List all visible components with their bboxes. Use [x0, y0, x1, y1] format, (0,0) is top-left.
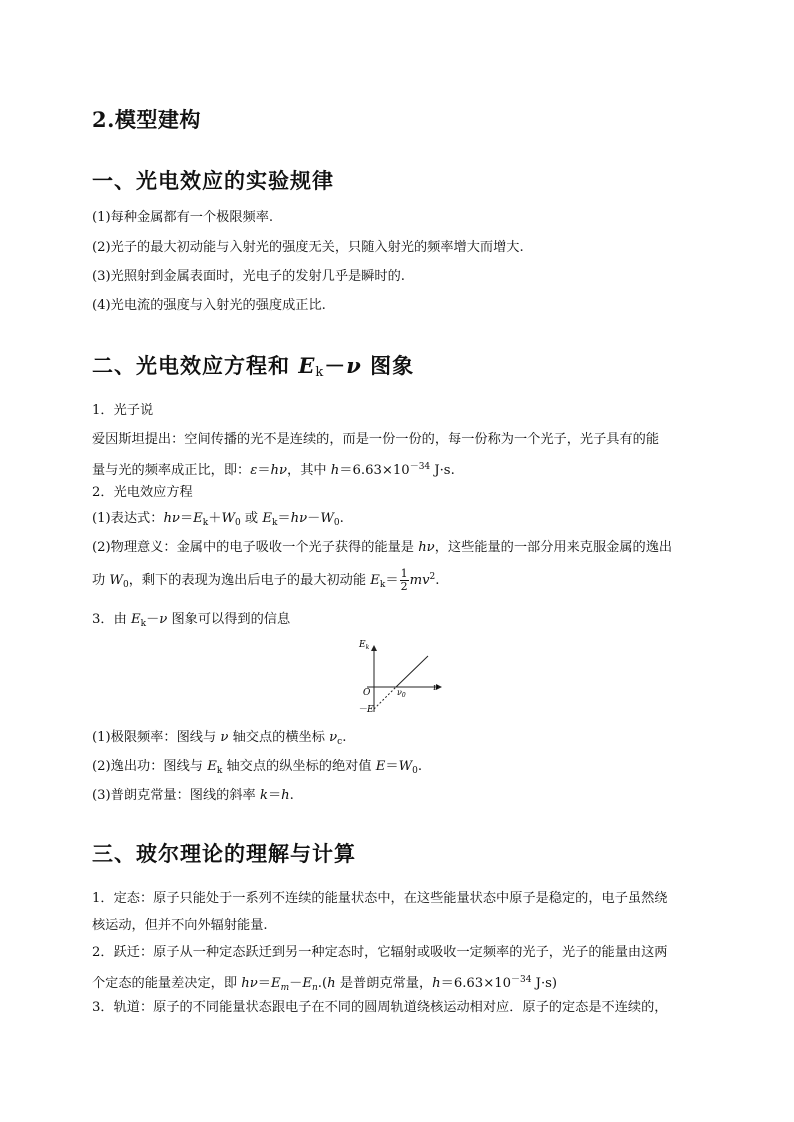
graph-neg-e-label: －E	[358, 705, 374, 715]
photon-theory-line2: 量与光的频率成正比，即：ε＝hν，其中 $h=6.63\times 10^{-34}$ J·s.	[92, 462, 455, 478]
section2-heading: 二、光电效应方程和 $E_k-\nu$ 图象	[92, 353, 415, 380]
graph-line-dashed	[374, 687, 396, 709]
stationary-state-line1: 1．定态：原子只能处于一系列不连续的能量状态中，在这些能量状态中原子是稳定的，电子虽然绕	[92, 891, 668, 906]
section1-item-2: (2)光子的最大初动能与入射光的强度无关，只随入射光的频率增大而增大.	[92, 240, 524, 255]
page-title: 2.模型建构	[92, 107, 201, 132]
orbit-line1: 3．轨道：原子的不同能量状态跟电子在不同的圆周轨道绕核运动相对应．原子的定态是不连续的，	[92, 1000, 668, 1015]
equation-meaning-line1: (2)物理意义：金属中的电子吸收一个光子获得的能量是 hν，这些能量的一部分用来克服金属的逸出	[92, 540, 673, 555]
transition-line2: 个定态的能量差决定，即 $h\nu=E_m-E_n.(h$ 是普朗克常量，$h=6.63\times 10^{-34}$ J·s)	[92, 975, 558, 993]
fraction-one-half: $\frac{1}{2}$	[400, 567, 408, 593]
graph-line-solid	[396, 656, 428, 687]
photon-theory-line1: 爱因斯坦提出：空间传播的光不是连续的，而是一份一份的，每一份称为一个光子，光子具有的能	[92, 432, 660, 447]
equation-expression: (1)表达式：$h\nu=E_k+W_0$ 或 $E_k=h\nu-W_0$.	[92, 511, 344, 528]
graph-x-label: ν	[433, 683, 439, 693]
graph-info-label: 3．由 $E_k-\nu$ 图象可以得到的信息	[92, 612, 291, 629]
section1-item-1: (1)每种金属都有一个极限频率.	[92, 210, 274, 225]
stationary-state-line2: 核运动，但并不向外辐射能量.	[92, 918, 268, 933]
graph-y-label: $E_k$	[359, 640, 370, 651]
result-planck-constant: (3)普朗克常量：图线的斜率 k＝h.	[92, 788, 294, 803]
graph-origin-label: O	[363, 688, 371, 698]
ek-nu-graph	[355, 632, 445, 718]
result-work-function: (2)逸出功：图线与 $E_k$ 轴交点的纵坐标的绝对值 $E=W_0$.	[92, 759, 423, 776]
graph-nu0-label: $\nu_0$	[397, 688, 406, 699]
section3-heading: 三、玻尔理论的理解与计算	[92, 841, 356, 866]
photon-theory-label: 1．光子说	[92, 403, 154, 418]
transition-line1: 2．跃迁：原子从一种定态跃迁到另一种定态时，它辐射或吸收一定频率的光子，光子的能量由这两	[92, 945, 668, 960]
equation-label: 2．光电效应方程	[92, 485, 193, 500]
equation-meaning-line2: 功 $W_0$，剩下的表现为逸出后电子的最大初动能 $E_k=$ $\frac{1}{2}$ $mv^2$.	[92, 567, 440, 593]
result-threshold-frequency: (1)极限频率：图线与 ν 轴交点的横坐标 $\nu_c$.	[92, 730, 347, 747]
section1-item-3: (3)光照射到金属表面时，光电子的发射几乎是瞬时的.	[92, 269, 405, 284]
section1-item-4: (4)光电流的强度与入射光的强度成正比.	[92, 298, 326, 313]
section1-heading: 一、光电效应的实验规律	[92, 168, 334, 193]
